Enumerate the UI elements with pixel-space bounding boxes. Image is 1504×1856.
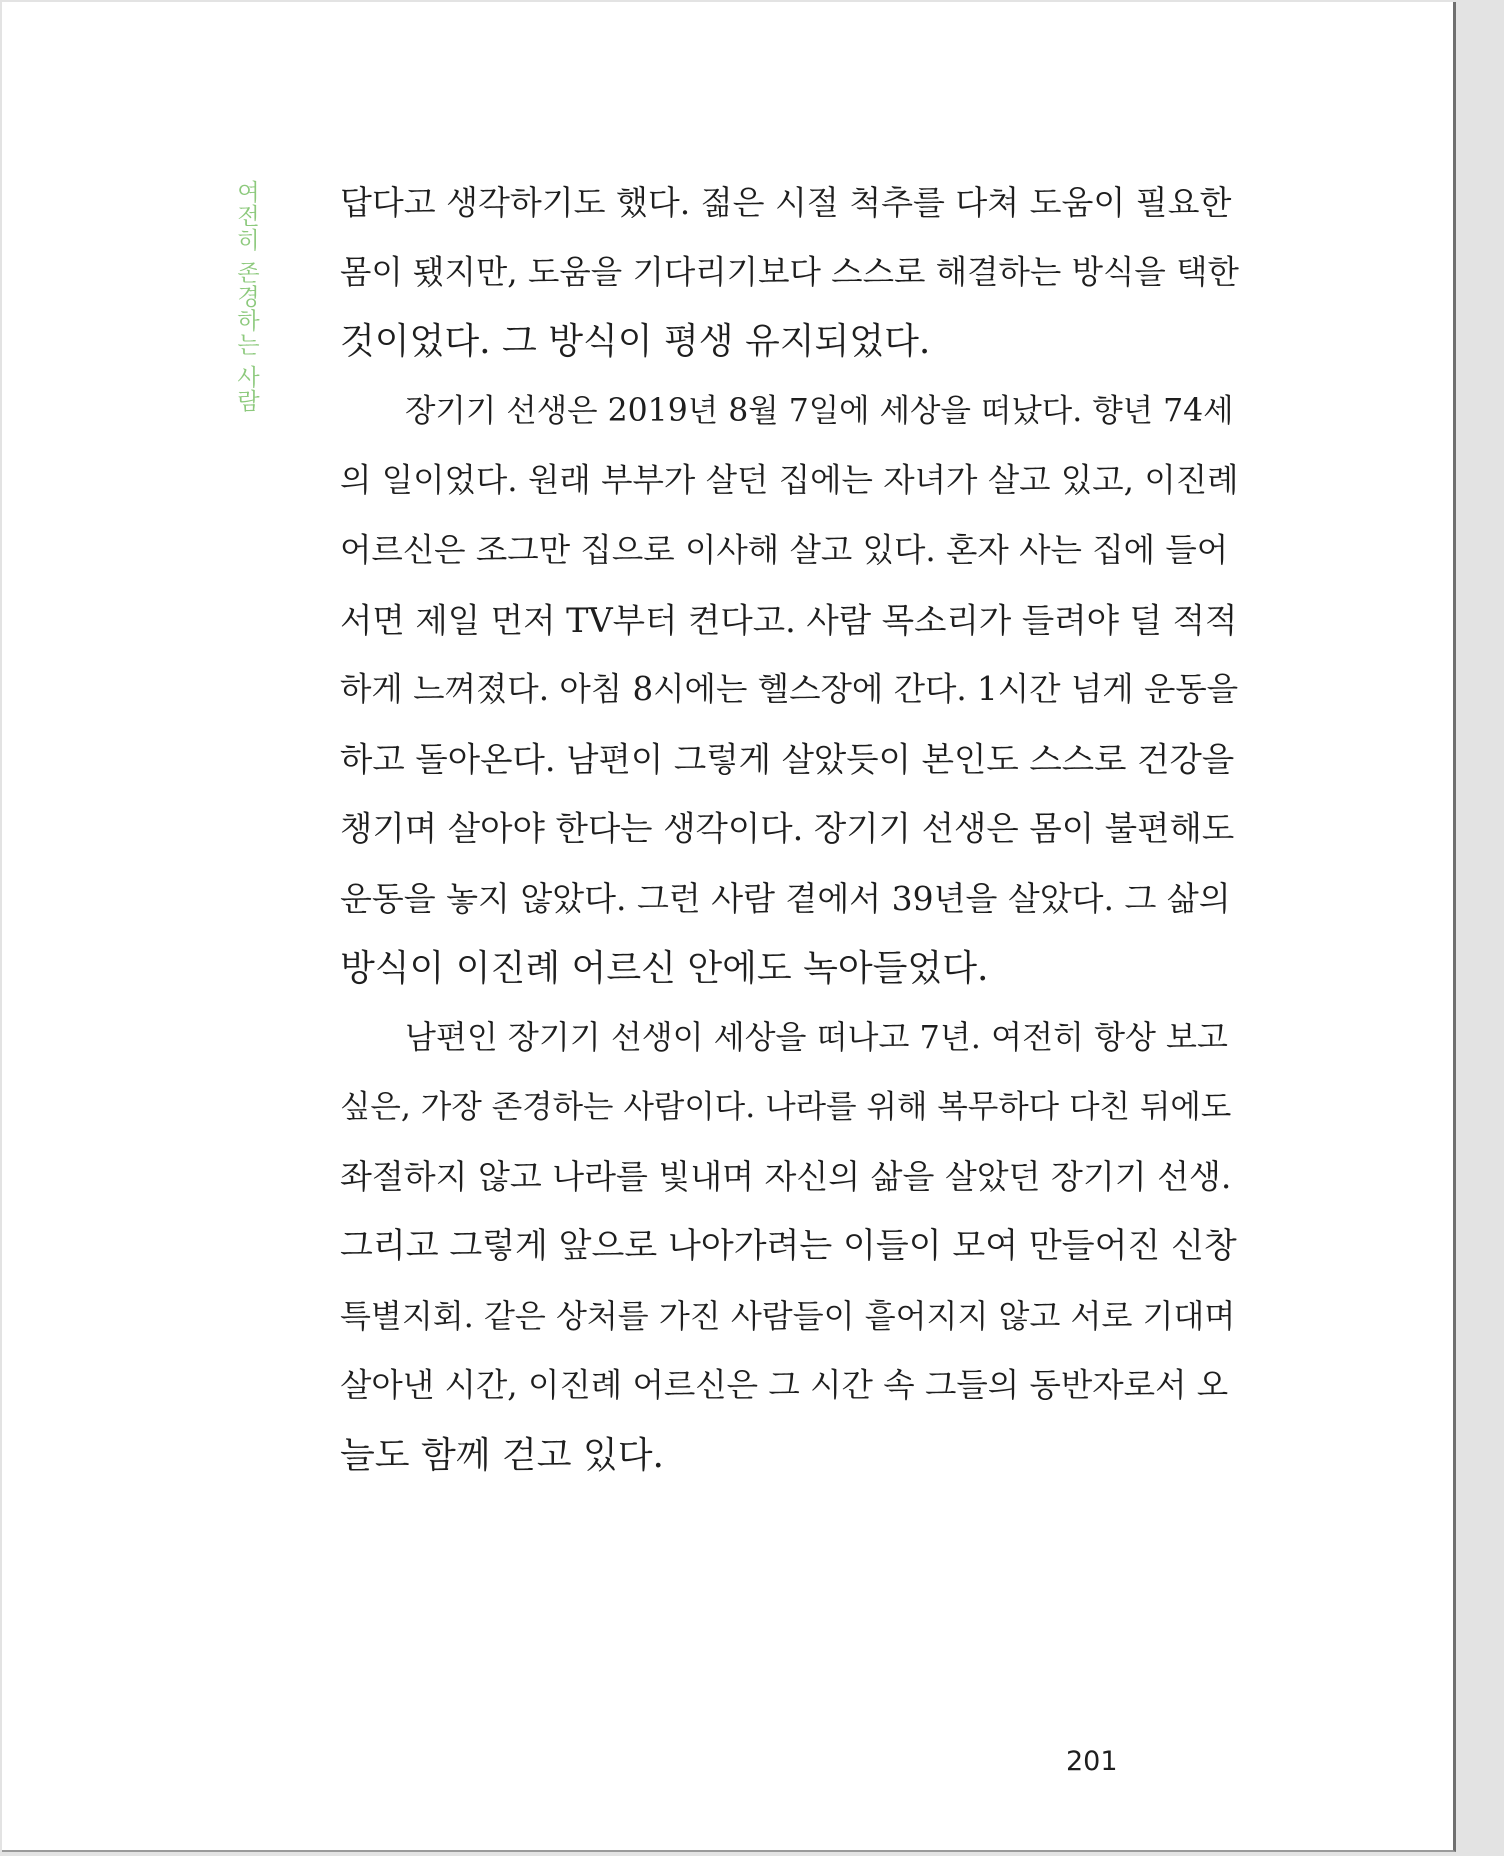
text-line: 어르신은 조그만 집으로 이사해 살고 있다. 혼자 사는 집에 들어 (340, 530, 1229, 569)
text-line: 방식이 이진례 어르신 안에도 녹아들었다. (340, 947, 989, 989)
text-line: 남편인 장기기 선생이 세상을 떠나고 7년. 여전히 항상 보고 (405, 1018, 1228, 1057)
text-line: 좌절하지 않고 나라를 빛내며 자신의 삶을 살았던 장기기 선생. (340, 1157, 1232, 1197)
body-text (340, 168, 1240, 1490)
book-page (2, 2, 1456, 1852)
page-number: 201 (1066, 1746, 1118, 1777)
text-line: 운동을 놓지 않았다. 그런 사람 곁에서 39년을 살았다. 그 삶의 (340, 878, 1231, 918)
text-line: 늘도 함께 걷고 있다. (340, 1434, 664, 1476)
text-line: 하고 돌아온다. 남편이 그렇게 살았듯이 본인도 스스로 건강을 (340, 739, 1235, 779)
running-head: 여전히 존경하는 사람 (233, 180, 259, 413)
text-line: 몸이 됐지만, 도움을 기다리기보다 스스로 해결하는 방식을 택한 (340, 252, 1239, 291)
text-line: 장기기 선생은 2019년 8월 7일에 세상을 떠났다. 향년 74세 (405, 392, 1234, 429)
text-line: 그리고 그렇게 앞으로 나아가려는 이들이 모여 만들어진 신창 (340, 1225, 1237, 1266)
text-line: 챙기며 살아야 한다는 생각이다. 장기기 선생은 몸이 불편해도 (340, 809, 1235, 849)
text-line: 싶은, 가장 존경하는 사람이다. 나라를 위해 복무하다 다친 뒤에도 (340, 1088, 1232, 1125)
text-line: 살아낸 시간, 이진례 어르신은 그 시간 속 그들의 동반자로서 오 (340, 1366, 1229, 1405)
text-line: 서면 제일 먼저 TV부터 켠다고. 사람 목소리가 들려야 덜 적적 (340, 600, 1238, 640)
text-line: 것이었다. 그 방식이 평생 유지되었다. (340, 321, 931, 363)
text-line: 의 일이었다. 원래 부부가 살던 집에는 자녀가 살고 있고, 이진례 (340, 461, 1239, 500)
text-line: 특별지회. 같은 상처를 가진 사람들이 흩어지지 않고 서로 기대며 (340, 1296, 1236, 1335)
text-line: 답다고 생각하기도 했다. 젊은 시절 척추를 다쳐 도움이 필요한 (340, 183, 1232, 222)
text-line: 하게 느껴졌다. 아침 8시에는 헬스장에 간다. 1시간 넘게 운동을 (340, 670, 1239, 709)
